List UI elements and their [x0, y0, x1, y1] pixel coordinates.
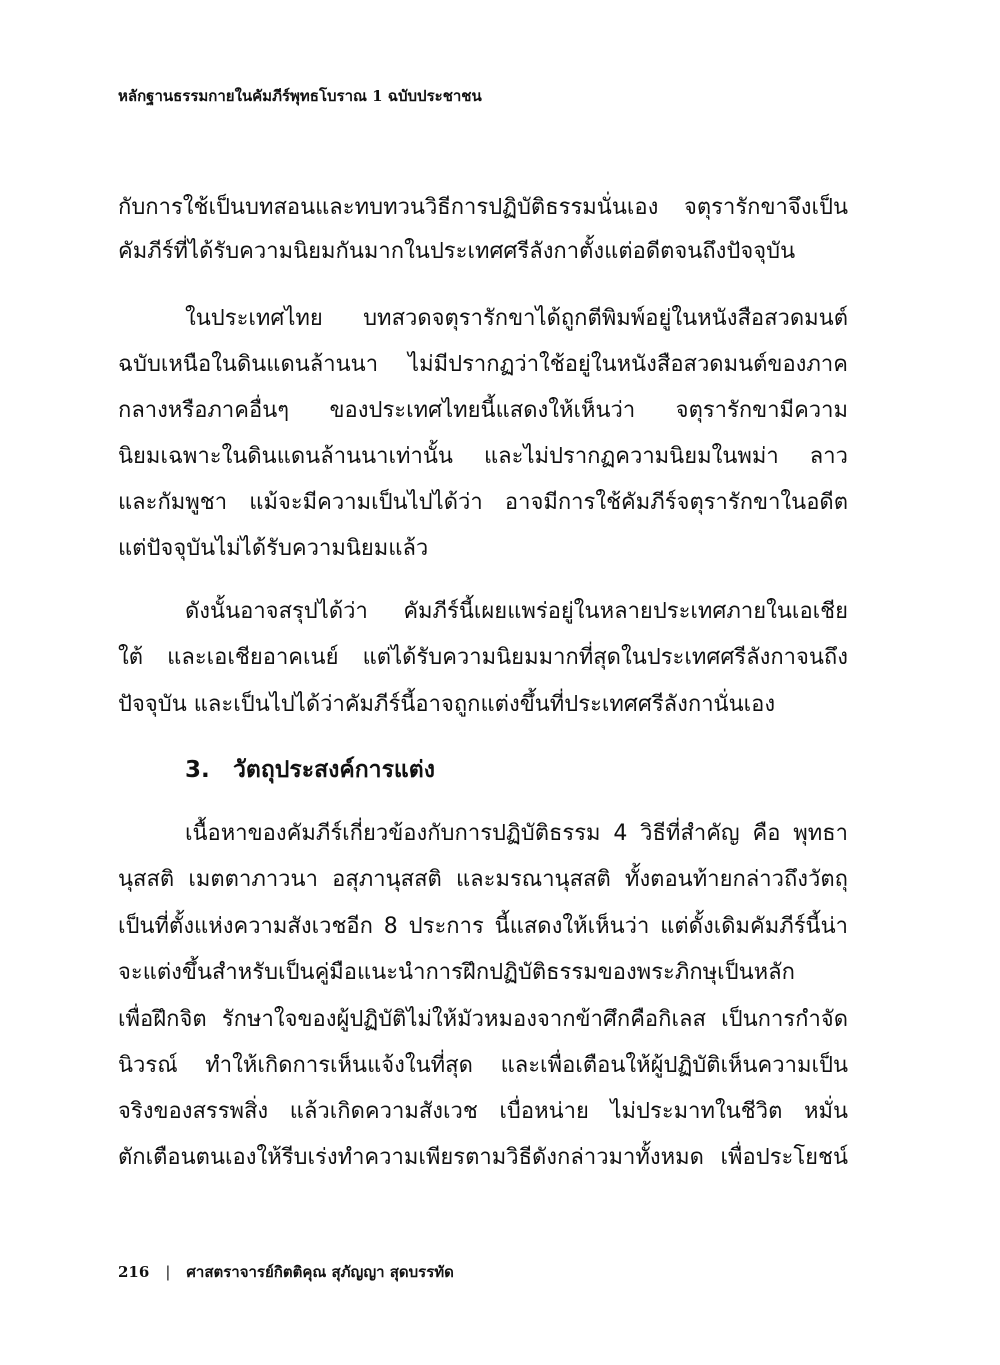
text-line: กลางหรือภาคอื่นๆ ของประเทศไทยนี้แสดงให้เห็นว่า จตุรารักขามีความ: [118, 398, 848, 423]
text-line: กับการใช้เป็นบทสอนและทบทวนวิธีการปฏิบัติธรรมนั่นเอง จตุรารักขาจึงเป็น: [118, 195, 848, 220]
text-line: เนื้อหาของคัมภีร์เกี่ยวข้องกับการปฏิบัติธรรม 4 วิธีที่สำคัญ คือ พุทธา: [185, 821, 848, 846]
page-number: 216: [118, 1263, 150, 1281]
section-title: วัตถุประสงค์การแต่ง: [233, 757, 435, 783]
text-line: เพื่อฝึกจิต รักษาใจของผู้ปฏิบัติไม่ให้มัวหมองจากข้าศึกคือกิเลส เป็นการกำจัด: [118, 1007, 848, 1032]
text-line: ดังนั้นอาจสรุปได้ว่า คัมภีร์นี้เผยแพร่อยู่ในหลายประเทศภายในเอเชีย: [185, 599, 848, 624]
text-line: ใต้ และเอเชียอาคเนย์ แต่ได้รับความนิยมมากที่สุดในประเทศศรีลังกาจนถึง: [118, 645, 848, 670]
text-line: และกัมพูชา แม้จะมีความเป็นไปได้ว่า อาจมีการใช้คัมภีร์จตุรารักขาในอดีต: [118, 490, 848, 515]
text-line: จริงของสรรพสิ่ง แล้วเกิดความสังเวช เบื่อหน่าย ไม่ประมาทในชีวิต หมั่น: [118, 1099, 848, 1124]
running-header: หลักฐานธรรมกายในคัมภีร์พุทธโบราณ 1 ฉบับประชาชน: [118, 87, 482, 105]
text-line: นิวรณ์ ทำให้เกิดการเห็นแจ้งในที่สุด และเพื่อเตือนให้ผู้ปฏิบัติเห็นความเป็น: [118, 1053, 848, 1078]
footer-author: ศาสตราจารย์กิตติคุณ สุภัญญา สุดบรรทัด: [186, 1263, 454, 1281]
text-line: คัมภีร์ที่ได้รับความนิยมกันมากในประเทศศรีลังกาตั้งแต่อดีตจนถึงปัจจุบัน: [118, 239, 796, 264]
text-line: จะแต่งขึ้นสำหรับเป็นคู่มือแนะนำการฝึกปฏิบัติธรรมของพระภิกษุเป็นหลัก: [118, 960, 795, 985]
section-heading: [185, 748, 435, 792]
text-line: เป็นที่ตั้งแห่งความสังเวชอีก 8 ประการ นี้แสดงให้เห็นว่า แต่ดั้งเดิมคัมภีร์นี้น่า: [118, 914, 848, 939]
text-line: นุสสติ เมตตาภาวนา อสุภานุสสติ และมรณานุสสติ ทั้งตอนท้ายกล่าวถึงวัตถุ: [118, 867, 848, 892]
text-line: ในประเทศไทย บทสวดจตุรารักขาได้ถูกตีพิมพ์อยู่ในหนังสือสวดมนต์: [185, 306, 848, 331]
footer-separator: |: [165, 1263, 171, 1281]
section-number: 3.: [185, 757, 210, 783]
text-line: ฉบับเหนือในดินแดนล้านนา ไม่มีปรากฏว่าใช้อยู่ในหนังสือสวดมนต์ของภาค: [118, 352, 848, 377]
text-line: แต่ปัจจุบันไม่ได้รับความนิยมแล้ว: [118, 536, 429, 561]
text-line: นิยมเฉพาะในดินแดนล้านนาเท่านั้น และไม่ปรากฏความนิยมในพม่า ลาว: [118, 444, 848, 469]
text-line: ปัจจุบัน และเป็นไปได้ว่าคัมภีร์นี้อาจถูกแต่งขึ้นที่ประเทศศรีลังกานั่นเอง: [118, 692, 776, 717]
text-line: ตักเตือนตนเองให้รีบเร่งทำความเพียรตามวิธีดังกล่าวมาทั้งหมด เพื่อประโยชน์: [118, 1145, 848, 1170]
page-footer: [118, 1260, 454, 1284]
